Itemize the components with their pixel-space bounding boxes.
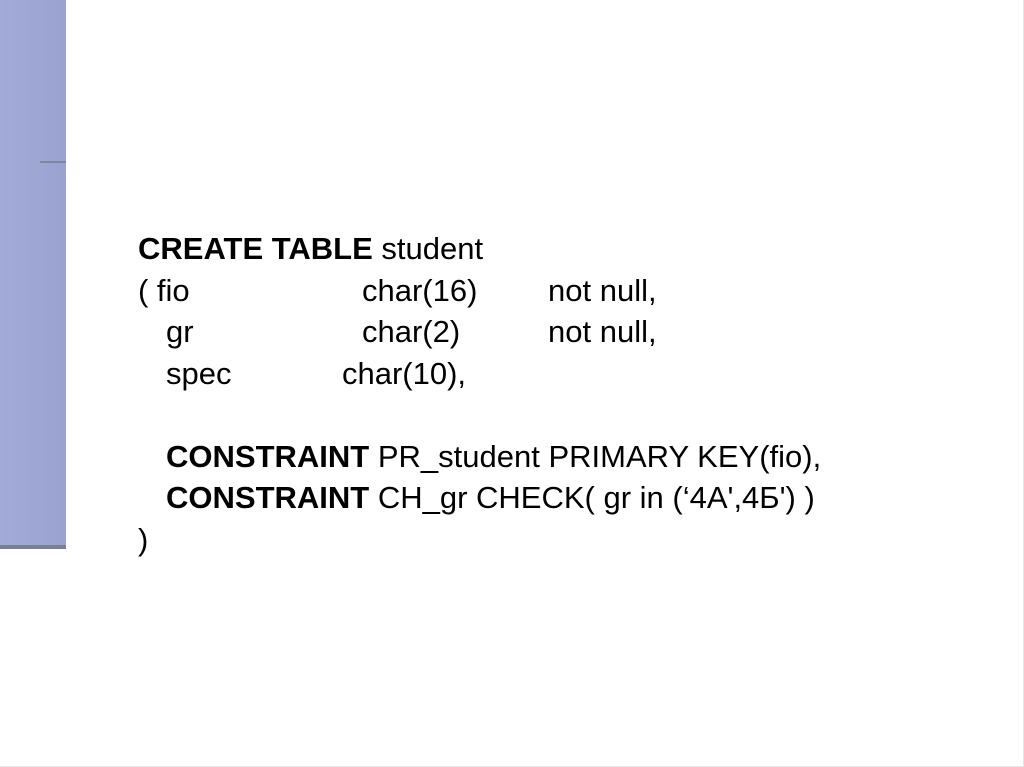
code-line-4 — [138, 353, 483, 395]
column-type: char(16) — [362, 272, 478, 308]
closing-paren: ) — [138, 521, 149, 557]
column-name: spec — [166, 355, 232, 391]
code-line-1 — [138, 228, 483, 270]
sql-keyword: CONSTRAINT — [166, 438, 370, 474]
sql-code-block — [138, 228, 822, 560]
sql-keyword: CREATE TABLE — [138, 231, 373, 266]
code-line-blank — [138, 394, 483, 436]
column-constraint: not null, — [548, 272, 657, 308]
column-name: ( fio — [138, 272, 190, 308]
code-line-3 — [138, 311, 657, 353]
column-constraint: not null, — [548, 314, 657, 349]
sql-keyword: CONSTRAINT — [166, 480, 370, 515]
sidebar-gradient — [0, 0, 66, 545]
code-line-2 — [138, 270, 657, 312]
sql-text: CH_gr CHECK( gr in (‘4А',4Б') ) — [369, 480, 815, 515]
code-line-7 — [138, 477, 815, 519]
sql-text: student — [372, 231, 484, 266]
column-type: char(2) — [362, 314, 461, 349]
column-name: gr — [166, 314, 194, 349]
sql-text: PR_student PRIMARY KEY(fio), — [369, 438, 822, 474]
code-line-6 — [138, 436, 822, 478]
code-line-8 — [138, 519, 483, 561]
title-underline-accent — [40, 161, 66, 163]
constraint-line — [166, 436, 821, 478]
column-type: char(10), — [342, 355, 467, 391]
sidebar-decoration — [0, 0, 66, 549]
constraint-line — [166, 477, 815, 519]
